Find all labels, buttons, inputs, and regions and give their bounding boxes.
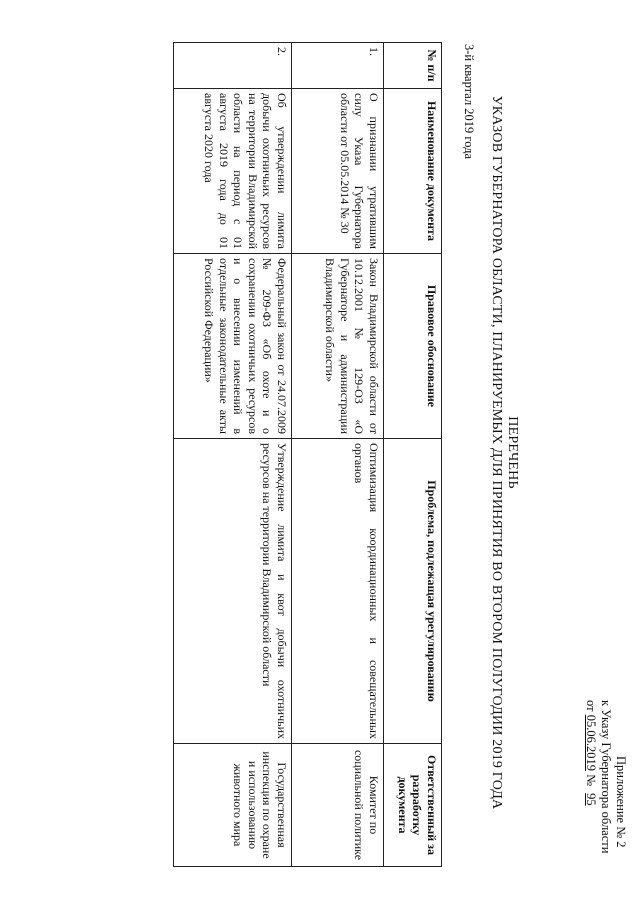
header-responsible: Ответственный за разработку документа <box>384 744 442 867</box>
period-label: 3-й квартал 2019 года <box>462 44 476 160</box>
appendix-date-line <box>583 686 598 866</box>
header-legal-basis: Правовое обоснование <box>384 254 442 439</box>
decree-date: 05.06.2019 <box>584 714 598 771</box>
date-prefix: от <box>584 700 598 712</box>
row-number: 2. <box>174 43 292 89</box>
number-prefix: № <box>584 774 598 786</box>
document-subtitle: УКАЗОВ ГУБЕРНАТОРА ОБЛАСТИ, ПЛАНИРУЕМЫХ ДЛЯ ПРИНЯТИЯ ВО ВТОРОМ ПОЛУГОДИИ 2019 ГОДА <box>489 95 504 810</box>
document-title: ПЕРЕЧЕНЬ <box>505 416 520 489</box>
decree-number: 95 <box>584 793 598 806</box>
row-document-name: Об утверждении лимита добычи охотничьих ресурсов на территории Владимирской области на период с 01 августа 2019 года до 01 августа 2020 года <box>174 89 292 254</box>
table-header-row <box>384 43 442 867</box>
row-legal-basis: Федеральный закон от 24.07.2009 № 209-ФЗ «Об охоте и о сохранении охотничьих ресурсов и о внесении изменений в отдельные законодательные акты Российской Федерации» <box>174 254 292 439</box>
row-document-name: О признании утратившим силу Указа Губернатора области от 05.05.2014 № 30 <box>292 89 384 254</box>
appendix-block <box>583 686 628 866</box>
row-problem: Утверждение лимита и квот добычи охотничьих ресурсов на территории Владимирской области <box>174 439 292 744</box>
row-number: 1. <box>292 43 384 89</box>
header-number: № п/п <box>384 43 442 89</box>
table-row <box>174 43 292 867</box>
row-responsible: Государственная инспекция по охране и использованию животного мира <box>174 744 292 867</box>
table-row <box>292 43 384 867</box>
row-legal-basis: Закон Владимирской области от 10.12.2001 № 129-ОЗ «О Губернаторе и администрации Владимирской области» <box>292 254 384 439</box>
appendix-number: Приложение № 2 <box>614 756 628 848</box>
header-problem: Проблема, подлежащая урегулированию <box>384 439 442 744</box>
header-document-name: Наименование документа <box>384 89 442 254</box>
decrees-table <box>173 42 442 867</box>
row-responsible: Комитет по социальной политике <box>292 744 384 867</box>
appendix-decree-ref: к Указу Губернатора области <box>599 700 613 854</box>
row-problem: Оптимизация координационных и совещательных органов <box>292 439 384 744</box>
